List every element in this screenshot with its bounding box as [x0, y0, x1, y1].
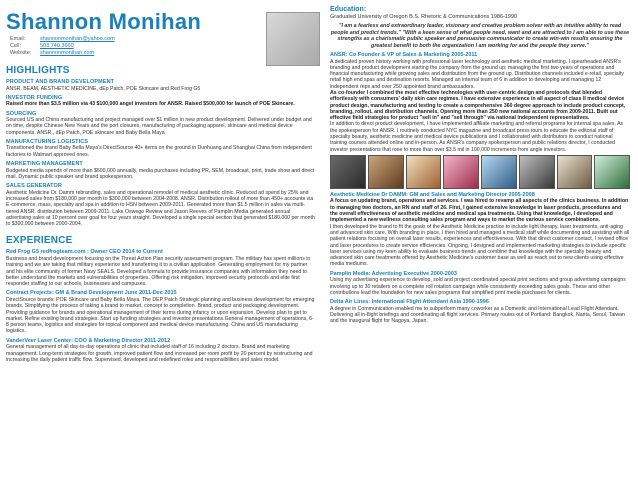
contact-rows	[10, 36, 115, 57]
right-experience-body: A dedicated proven history working with professional laser technology and aesthetic medical marketing. I spearheaded ANSR's branding and product development starting the company from the ground up; managing the first two years of operations and financial manufacturing while growing sales and distribution from the ground up. Distribution channels included e-retail, specialty retail high end spas and destination resorts. Managed an internal team of 6 in addition to developing and managing 12 independent reps and over 250 appointed brand ambassadors.	[330, 58, 624, 90]
highlights-heading: HIGHLIGHTS	[6, 65, 70, 76]
highlight-body: Sourced US and China manufacturing and project managed over $1 million in new product development. Delivered under budget and on time, despite Chinese New Years and the port closures, manufacturing of packaging apparel, skincare and medical device components. ANSR., dEp Patch, POE skincare and Baby Bella Maya	[6, 117, 312, 136]
education-heading: Education:	[330, 6, 367, 13]
right-experience-tail: I then developed the brand to fit the goals of the Aesthetic Medicine practice to include light therapy, laser treatments, anti-aging and advanced skin care. With branding in place, I then hired and managed a medical staff while documenting and assisting with all patient relations focusing on overall laser results, experiences and effectiveness. With that direct customer contact, I revised office and laser procedures to create service efficiencies. Ongoing, I designed and implemented marketing strategies to include specific laser services using my keen ability to evaluate business trends and combine that knowledge with the specialty beauty and advanced skin care treatments offered by Aesthetic Medicine's customer base as well as reach out to new clients using effective media mediums.	[330, 223, 630, 268]
right-experience-tail: In addition to direct product development, I have implemented affiliate marketing and referral programs for internal spa sales. As the spokesperson for ANSR. I routinely conducted NYC magazine and broadcast press tours to educate the editorial staff of specialty beauty, aesthetic medicine and medical device publications and I collaborated with distributors to conduct national training courses attended online and in-person. As ANSR's company spokesperson and public relations director, I conducted investor presentations that rose to more than over $3.5 mil in 100,000 increments from angle investors.	[330, 121, 624, 153]
right-experience-title: Delta Air Lines: International Flight Attendant Asia 1990-1996	[330, 299, 489, 306]
experience-list	[6, 249, 316, 363]
website-link[interactable]: shannonmonihan.com	[40, 50, 95, 56]
product-photo	[368, 155, 404, 189]
contact-cell-row	[10, 43, 115, 50]
experience-body: Business and brand development focusing on the Threat Action Plan security assessment program. The military has spent millions in training and we are taking that military experience and transferring it to a civilian application. Generating employment for my partner and his elite community of former Navy SEALS. Developed a formula to provide insurance companies with information they need to better understand the markets and vulnerabilities of properties. Offering risk mitigation, improved security protocols and elite first responder staffing to our schools, businesses and campuses.	[6, 255, 311, 288]
cell-label: Cell:	[10, 43, 22, 49]
highlight-body: ANSR. BEAM, AESTHETIC MEDICINE, dEp Patch, POE Skincare and Red Frog G5	[6, 85, 201, 92]
experience-title: VanderVeer Laser Center: COO & Marketing Director 2011-2012	[6, 337, 171, 344]
right-experience-tail: Using my advertising experience to develop, sold and project coordinated special print sections and group advertising campaigns involving up to 30 retailers on a complete roll rotation campaign while consistently exceeding sales goals. These and other contributions lead the foundation for new sales programs that simplified print media purchases for clients.	[330, 277, 626, 296]
contact-website-row	[10, 50, 115, 57]
product-photo	[481, 155, 517, 189]
person-name: Shannon Monihan	[6, 9, 202, 34]
left-column	[0, 0, 316, 363]
product-photo	[443, 155, 479, 189]
product-photo	[557, 155, 593, 189]
highlight-body: Aesthetic Medicine Dr. Damm rebranding, sales and operational remodel of medical aesthetic clinic. Reduced ad spend by 25% and increased sales from $180,000 per month to $300,000 between 2004-2008. ANSR. Distribution rollout of more than 450+ accounts via E-commerce, mass, specialty and spa in addition to HSN between 2009-2011. Generated more than $1.5 million in sales via multi-tiered ANSR. distribution between 2009-2011. Lake Oswego Review and Jason Reeves of Pamplin Media generated annual advertising sales at 10 percent over goal for four years straight. Developed a single special section that generated $180,000 per month to $300,000 between 2000-2004.	[6, 189, 315, 228]
product-photo	[406, 155, 442, 189]
personal-quote: "I am a fearless and extraordinary leader, visionary and creative problem solver with an intuitive ability to read people and predict trends." "With a keen sense of what people need, want and are attracted to I am able to use these strengths as a charismatic public speaker and persuasive communicator to create win-win results ensuring the greatest benefit to both the organization I am working for and the people they serve."	[330, 23, 630, 49]
highlight-heading: SOURCING	[6, 110, 37, 117]
highlight-heading: SALES GENERATOR	[6, 183, 62, 190]
right-column	[330, 0, 630, 325]
highlights-list	[6, 79, 316, 227]
highlight-body: Transitioned the brand Baby Bella Maya's DirectSource 40+ items on the ground in Dunhuang and Shanghai China from independent factories to Walmart approved ones.	[6, 145, 312, 158]
email-label: Email:	[10, 36, 26, 42]
right-experience-bold: As co-founder I combined the most effective technologies with user-centric design and protocols that blended effortlessly with consumers' daily skin care regimes. I have extensive experience in all aspect of class II medical device product design, manufacturing and testing to create a comprehensive 360 degree approach to include product concept, branding, rollout, and distribution channels. Opening more than 250 new national accounts from 2009-2011. Built out effective field strategies for product "sell in" and "sell through" via national independent representatives.	[330, 89, 626, 122]
highlight-heading: INVESTOR FUNDING	[6, 94, 63, 101]
highlight-heading: MARKETING MANAGEMENT	[6, 161, 83, 168]
experience-title: Contract Projects: GM & Brand Development June 2011-Dec 2015	[6, 290, 177, 297]
highlight-heading: PRODUCT AND BRAND DEVELOPMENT	[6, 79, 115, 85]
highlight-body: Budgeted media spends of more than $600,000 annually, media purchases including PR, SEM, broadcast, print, trade show and direct mail. Dynamic public speaker and brand spokesperson.	[6, 167, 315, 180]
product-photo	[519, 155, 555, 189]
highlight-body: Raised more than $3.5 million via 43 $100,000 angel investors for ANSR. Raised $500,000 for launch of POE Skincare.	[6, 101, 295, 108]
contact-email-row	[10, 36, 115, 43]
right-experience-title: Aesthetic Medicine Dr DAMM: GM and Sales and Marketing Director 2005-2008	[330, 191, 535, 198]
experience-body: DirectSource brands: POE Skincare and Baby Bella Maya. The DEP Patch Strategic planning and business development for emerging brands. Simplifying the process of taking a brand to market, concept to completion. Brand, product and packaging development. Providing guidance for brands and operational management of their terms during infancy or upon expansion. Develop plan to get to market. Refine existing brand strategies. Start up funding strategies and investor presentations.General management of operations, 6-8 person teams, logistics and strategies for topical component and medical device manufacturing. China and US manufacturing logistics.	[6, 296, 315, 335]
profile-photo	[266, 12, 320, 66]
right-experience-bold: A focus on updating brand, operations and services. I was hired to revamp all aspects of the clinics business. In addition to managing two doctors, an RN and staff of 26. First, I gained extensive knowledge in laser products, procedures and the overall effectiveness of aesthetic medicine and medical spa treatments. Using that knowledge, I developed and implemented a new wellness consulting sales program and ways to market the various service combinations.	[330, 198, 629, 224]
product-photo	[330, 155, 366, 189]
highlight-heading: MANUFACTURING LOGISTICS	[6, 138, 89, 145]
experience-body: General management of all day-to-day operations of clinic that included staff of 16 including 2 doctors. Brand and marketing management. Long-term strategies for growth, improved patient flow and increased per room profit by 20 percent by restructuring and increasing the daily patient traffic flow. Supervised, developed and redefined roles and responsibilities and sales model.	[6, 344, 313, 363]
right-experience-title: Pamplin Media: Advertising Executive 2000-2003	[330, 270, 457, 277]
experience-heading: EXPERIENCE	[6, 235, 73, 247]
cell-link[interactable]: 503.740.3660	[40, 43, 74, 49]
website-label: Website:	[10, 50, 32, 56]
education-line: Graduated University of Oregon B.S. Rhetoric & Communications 1986-1990	[330, 14, 518, 20]
photo-strip	[330, 155, 630, 189]
experience-title: Red Frog G5 redfrogteam.com : Owner CEO 2014 to Current	[6, 249, 163, 256]
right-experience-title: ANSR: Co Founder & VP of Sales & Marketing 2005-2011	[330, 52, 478, 58]
email-link[interactable]: shannonmonihan@yahoo.com	[40, 36, 115, 42]
right-experience-tail: A degree in Communication enabled me to subperform many coworker as a Domestic and International Lead Flight Attendant. Delivering all in-flight briefings and coordinating all flight services. Primary routes out of Portland: Bangkok, Narita, Seoul, Taiwan and the inaugural flight for Nagoya, Japan.	[330, 305, 625, 325]
product-photo	[594, 155, 630, 189]
